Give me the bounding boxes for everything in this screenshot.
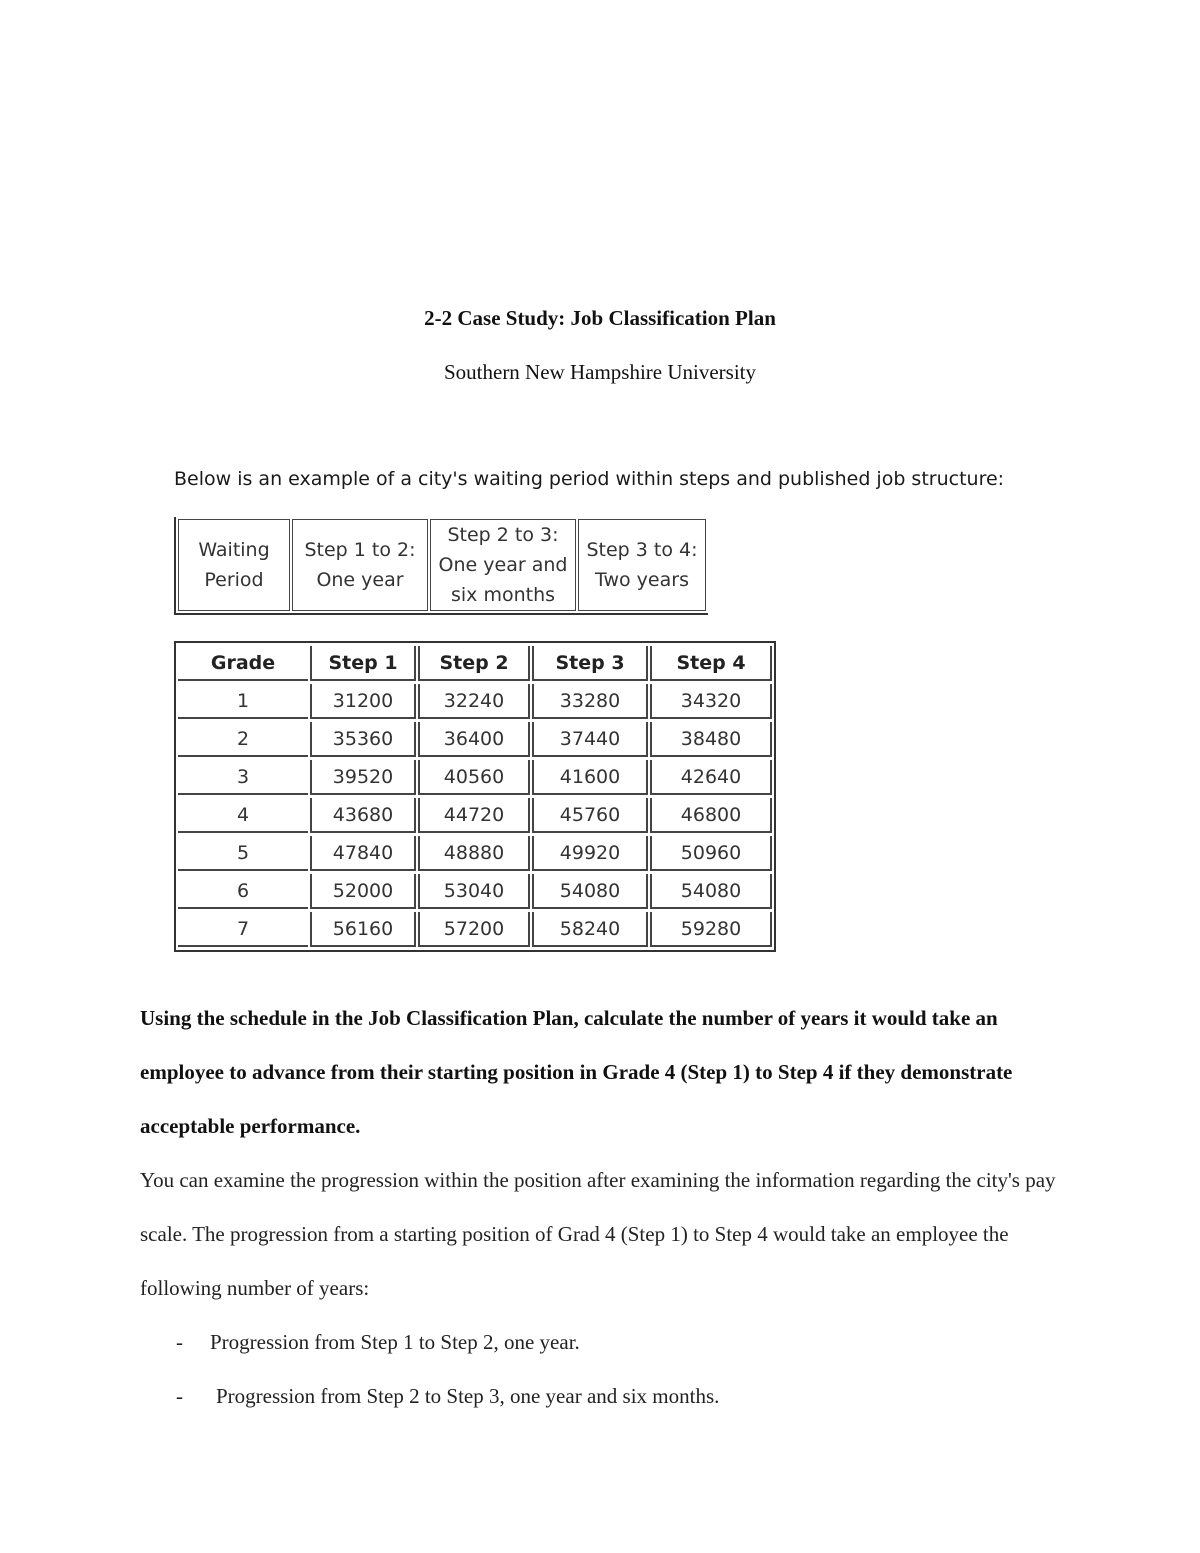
salary-cell: 31200: [310, 684, 416, 719]
waiting-period-table: [174, 517, 708, 615]
salary-cell: 54080: [532, 874, 648, 909]
table-row: [178, 836, 772, 871]
list-item: [176, 1369, 719, 1423]
document-title: 2-2 Case Study: Job Classification Plan: [424, 306, 776, 330]
grade-cell: 7: [178, 912, 308, 947]
table-header-row: [178, 646, 772, 681]
grade-cell: 5: [178, 836, 308, 871]
table-row: [178, 684, 772, 719]
salary-cell: 40560: [418, 760, 530, 795]
salary-cell: 50960: [650, 836, 772, 871]
table-row: [178, 722, 772, 757]
step-1-to-2-cell: Step 1 to 2: One year: [292, 519, 428, 611]
salary-cell: 49920: [532, 836, 648, 871]
salary-cell: 54080: [650, 874, 772, 909]
list-item: [176, 1315, 719, 1369]
progression-list: [176, 1315, 719, 1423]
salary-cell: 43680: [310, 798, 416, 833]
header-step-4: Step 4: [650, 646, 772, 681]
question-text: Using the schedule in the Job Classification Plan, calculate the number of years it would take an employee to advance from their starting position in Grade 4 (Step 1) to Step 4 if they demonstrate acceptable performance.: [140, 1006, 1013, 1138]
list-item-text: Progression from Step 1 to Step 2, one year.: [210, 1330, 580, 1354]
salary-cell: 35360: [310, 722, 416, 757]
salary-cell: 47840: [310, 836, 416, 871]
grade-step-table: [174, 641, 776, 952]
header-step-1: Step 1: [310, 646, 416, 681]
header-step-2: Step 2: [418, 646, 530, 681]
list-bullet: -: [176, 1330, 183, 1354]
grade-cell: 3: [178, 760, 308, 795]
step-2-to-3-cell: Step 2 to 3: One year and six months: [430, 519, 576, 611]
answer-text: You can examine the progression within the position after examining the information regarding the city's pay scale. The progression from a starting position of Grad 4 (Step 1) to Step 4 would take an employee the following number of years:: [140, 1168, 1056, 1300]
salary-cell: 36400: [418, 722, 530, 757]
intro-text: Below is an example of a city's waiting period within steps and published job structure:: [174, 468, 1005, 490]
step-3-to-4-cell: Step 3 to 4: Two years: [578, 519, 706, 611]
salary-cell: 37440: [532, 722, 648, 757]
salary-cell: 58240: [532, 912, 648, 947]
waiting-period-cell: Waiting Period: [178, 519, 290, 611]
salary-cell: 38480: [650, 722, 772, 757]
list-item-text: Progression from Step 2 to Step 3, one year and six months.: [216, 1384, 720, 1408]
salary-cell: 34320: [650, 684, 772, 719]
grade-cell: 4: [178, 798, 308, 833]
table-row: [178, 760, 772, 795]
header-grade: Grade: [178, 646, 308, 681]
salary-cell: 41600: [532, 760, 648, 795]
table-row: [178, 912, 772, 947]
salary-cell: 56160: [310, 912, 416, 947]
grade-cell: 6: [178, 874, 308, 909]
salary-cell: 48880: [418, 836, 530, 871]
salary-cell: 39520: [310, 760, 416, 795]
list-bullet: -: [176, 1384, 183, 1408]
salary-cell: 46800: [650, 798, 772, 833]
salary-cell: 42640: [650, 760, 772, 795]
salary-cell: 57200: [418, 912, 530, 947]
salary-cell: 53040: [418, 874, 530, 909]
table-row: [178, 874, 772, 909]
grade-cell: 1: [178, 684, 308, 719]
salary-cell: 59280: [650, 912, 772, 947]
header-step-3: Step 3: [532, 646, 648, 681]
institution-name: Southern New Hampshire University: [443, 360, 757, 384]
salary-cell: 44720: [418, 798, 530, 833]
table-row: [178, 798, 772, 833]
grade-cell: 2: [178, 722, 308, 757]
salary-cell: 45760: [532, 798, 648, 833]
salary-cell: 32240: [418, 684, 530, 719]
waiting-period-row: [178, 519, 706, 611]
salary-cell: 52000: [310, 874, 416, 909]
salary-cell: 33280: [532, 684, 648, 719]
